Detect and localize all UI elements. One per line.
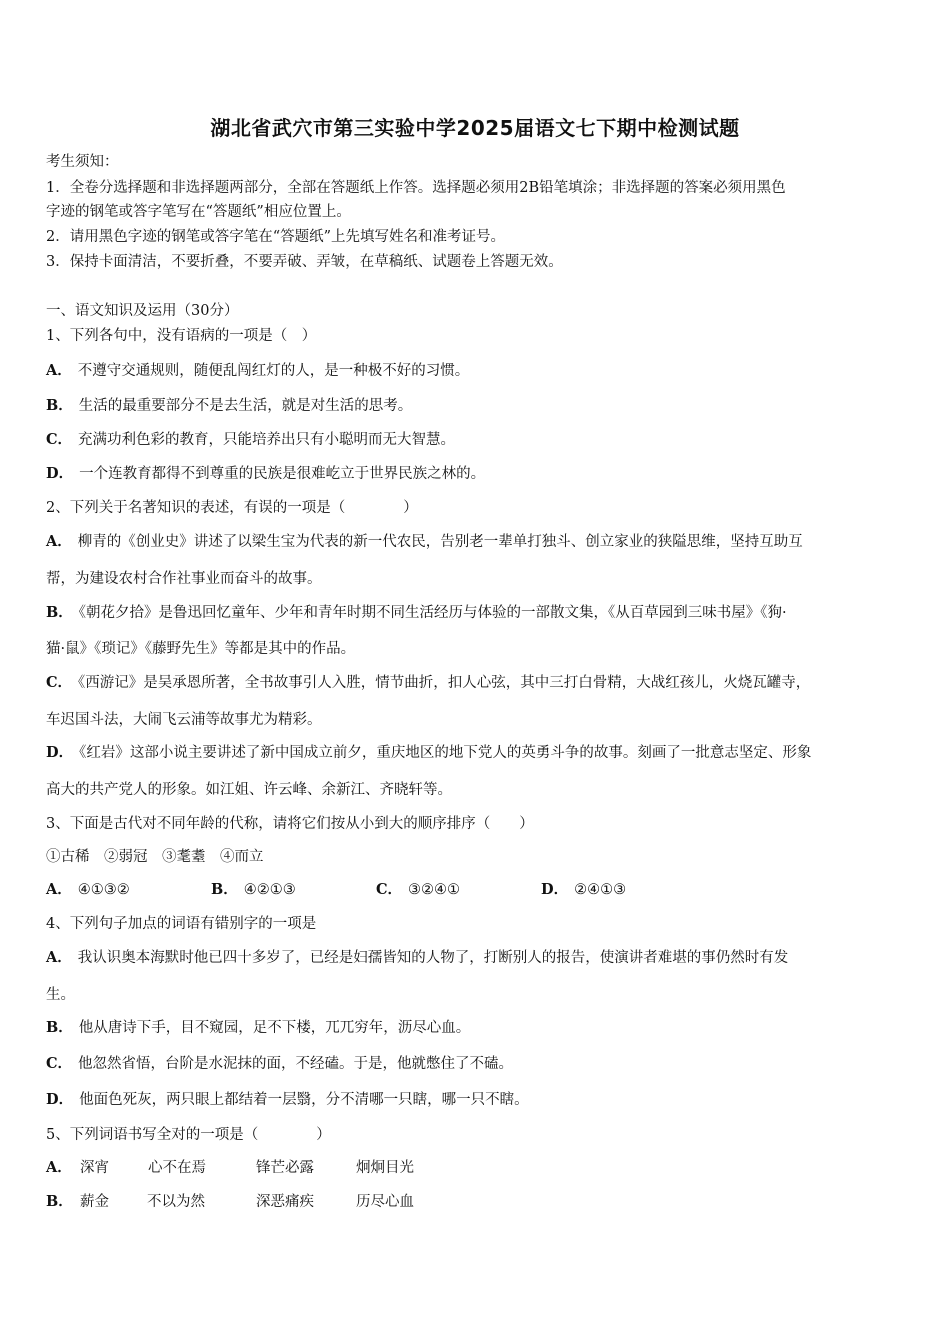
q1-option-d bbox=[46, 464, 916, 484]
option-text: 《西游记》是吴承恩所著，全书故事引人入胜，情节曲折，扣人心弦，其中三打白骨精，大战红孩儿，火烧瓦罐寺， bbox=[78, 675, 811, 691]
q2-option-c bbox=[46, 673, 916, 693]
option-label: A． bbox=[46, 949, 72, 966]
option-label: C． bbox=[46, 431, 73, 448]
option-text: 柳青的《创业史》讲述了以梁生宝为代表的新一代农民，告别老一辈单打独斗、创立家业的狭隘思维，坚持互助互 bbox=[77, 534, 803, 550]
option-label: C． bbox=[46, 1055, 73, 1072]
option-text: ④②①③ bbox=[243, 882, 296, 898]
q4-option-a bbox=[46, 948, 916, 968]
question-3-stem: 3、下面是古代对不同年龄的代称，请将它们按从小到大的顺序排序（ ） bbox=[46, 816, 534, 832]
option-label: C． bbox=[46, 674, 73, 691]
q3-options-row bbox=[46, 880, 916, 900]
option-text: 《朝花夕拾》是鲁迅回忆童年、少年和青年时期不同生活经历与体验的一部散文集，《从百草园到三味书屋》《狗· bbox=[78, 605, 787, 621]
notice-line: 字迹的钢笔或答字笔写在“答题纸”相应位置上。 bbox=[46, 204, 351, 220]
q2-option-d-cont: 高大的共产党人的形象。如江姐、许云峰、余新江、齐晓轩等。 bbox=[46, 782, 452, 798]
question-4-stem: 4、下列句子加点的词语有错别字的一项是 bbox=[46, 916, 317, 932]
option-text: 我认识奥本海默时他已四十多岁了，已经是妇孺皆知的人物了，打断别人的报告，使演讲者难堪的事仍然时有发 bbox=[77, 950, 789, 966]
option-text: ③②④① bbox=[408, 882, 461, 898]
q3-option-b bbox=[211, 880, 376, 900]
option-text: 充满功利色彩的教育，只能培养出只有小聪明而无大智慧。 bbox=[78, 432, 456, 448]
option-text: 生活的最重要部分不是去生活，就是对生活的思考。 bbox=[78, 398, 413, 414]
option-word: 历尽心血 bbox=[356, 1194, 414, 1210]
question-1-stem: 1、下列各句中，没有语病的一项是（ ） bbox=[46, 328, 317, 344]
option-text: 《红岩》这部小说主要讲述了新中国成立前夕，重庆地区的地下党人的英勇斗争的故事。刻画了一批意志坚定、形象 bbox=[79, 745, 812, 761]
option-text: 他从唐诗下手，目不窥园，足不下楼，兀兀穷年，沥尽心血。 bbox=[78, 1020, 471, 1036]
option-label: B． bbox=[46, 1193, 73, 1210]
option-label: B． bbox=[211, 881, 238, 898]
option-label: D． bbox=[46, 1091, 74, 1108]
option-label: A． bbox=[46, 881, 72, 898]
option-word: 心不在焉 bbox=[148, 1160, 206, 1176]
option-word: 薪金 bbox=[80, 1194, 109, 1210]
q2-option-c-cont: 车迟国斗法，大闹飞云浦等故事尤为精彩。 bbox=[46, 712, 322, 728]
option-word: 深恶痛疾 bbox=[256, 1194, 314, 1210]
option-word: 不以为然 bbox=[147, 1194, 205, 1210]
q4-option-c bbox=[46, 1054, 916, 1074]
q2-option-b-cont: 猫·鼠》《琐记》《藤野先生》等都是其中的作品。 bbox=[46, 641, 356, 657]
option-label: A． bbox=[46, 362, 72, 379]
notice-heading: 考生须知： bbox=[46, 154, 119, 170]
q1-option-c bbox=[46, 430, 916, 450]
option-word: 深宵 bbox=[80, 1160, 109, 1176]
option-label: D． bbox=[541, 881, 569, 898]
option-text: ②④①③ bbox=[574, 882, 627, 898]
option-label: A． bbox=[46, 533, 72, 550]
q2-option-a bbox=[46, 532, 916, 552]
option-text: 他忽然省悟，台阶是水泥抹的面，不经磕。于是，他就憋住了不磕。 bbox=[78, 1056, 514, 1072]
notice-line: 1．全卷分选择题和非选择题两部分，全部在答题纸上作答。选择题必须用2B铅笔填涂；非选择题的答案必须用黑色 bbox=[46, 180, 786, 196]
q3-option-d bbox=[541, 880, 706, 900]
q2-option-d bbox=[46, 743, 916, 763]
option-label: B． bbox=[46, 1019, 73, 1036]
option-word: 炯炯目光 bbox=[356, 1160, 414, 1176]
option-text: 他面色死灰，两只眼上都结着一层翳，分不清哪一只瞎，哪一只不瞎。 bbox=[79, 1092, 529, 1108]
page-title: 湖北省武穴市第三实验中学2025届语文七下期中检测试题 bbox=[210, 116, 740, 140]
option-label: D． bbox=[46, 465, 74, 482]
q3-option-c bbox=[376, 880, 541, 900]
q5-option-a bbox=[46, 1158, 916, 1178]
q2-option-b bbox=[46, 603, 916, 623]
q3-option-a bbox=[46, 880, 211, 900]
option-text: 一个连教育都得不到尊重的民族是很难屹立于世界民族之林的。 bbox=[79, 466, 486, 482]
q4-option-b bbox=[46, 1018, 916, 1038]
option-label: B． bbox=[46, 397, 73, 414]
q1-option-b bbox=[46, 396, 916, 416]
option-label: B． bbox=[46, 604, 73, 621]
option-text: 不遵守交通规则，随便乱闯红灯的人，是一种极不好的习惯。 bbox=[77, 363, 470, 379]
option-word: 锋芒必露 bbox=[256, 1160, 314, 1176]
q4-option-a-cont: 生。 bbox=[46, 987, 75, 1003]
option-label: D． bbox=[46, 744, 74, 761]
q2-option-a-cont: 帮，为建设农村合作社事业而奋斗的故事。 bbox=[46, 571, 322, 587]
question-5-stem: 5、下列词语书写全对的一项是（ ） bbox=[46, 1127, 331, 1143]
q3-items: ①古稀 ②弱冠 ③耄耋 ④而立 bbox=[46, 849, 264, 865]
option-label: C． bbox=[376, 881, 403, 898]
q1-option-a bbox=[46, 361, 916, 381]
notice-line: 2．请用黑色字迹的钢笔或答字笔在“答题纸”上先填写姓名和准考证号。 bbox=[46, 229, 506, 245]
q5-option-b bbox=[46, 1192, 916, 1212]
question-2-stem: 2、下列关于名著知识的表述，有误的一项是（ ） bbox=[46, 500, 418, 516]
section-heading: 一、语文知识及运用（30分） bbox=[46, 303, 239, 319]
notice-line: 3．保持卡面清洁，不要折叠，不要弄破、弄皱，在草稿纸、试题卷上答题无效。 bbox=[46, 254, 563, 270]
option-label: A． bbox=[46, 1159, 72, 1176]
q4-option-d bbox=[46, 1090, 916, 1110]
option-text: ④①③② bbox=[77, 882, 130, 898]
